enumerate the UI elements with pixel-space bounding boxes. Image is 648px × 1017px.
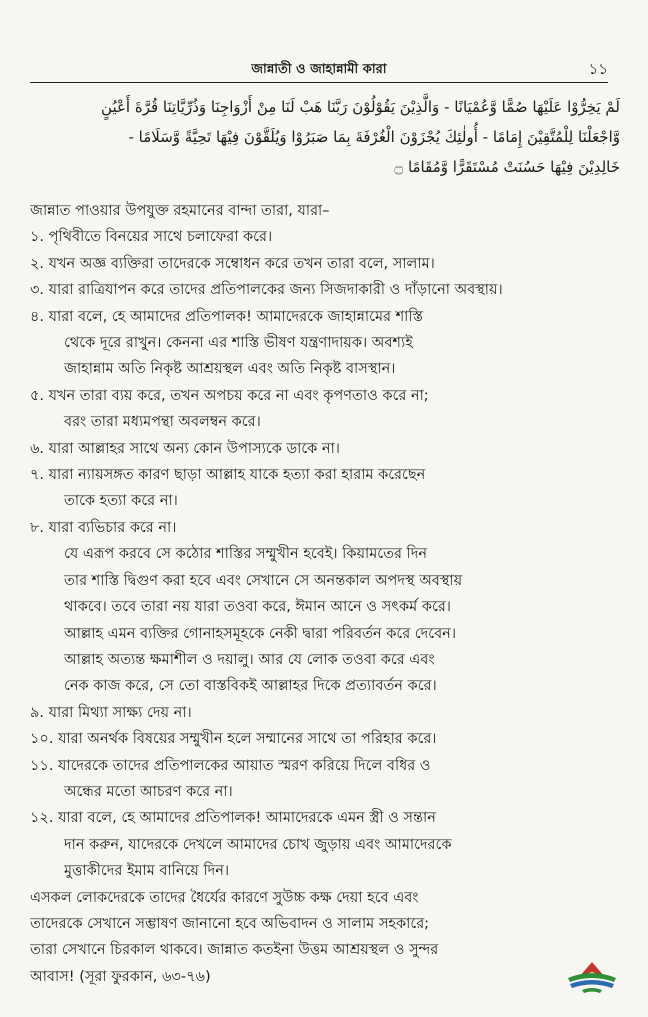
paragraph-line: থাকবে। তবে তারা নয় যারা তওবা করে, ঈমান আনে ও সৎকর্ম করে। bbox=[64, 599, 451, 616]
commentary-paragraph bbox=[30, 541, 620, 699]
item-number: ২. bbox=[30, 255, 45, 272]
paragraph-line: নেক কাজ করে, সে তো বাস্তবিকই আল্লাহর দিকে প্রত্যাবর্তন করে। bbox=[64, 678, 437, 695]
arabic-verses bbox=[28, 92, 620, 182]
list-item bbox=[30, 251, 620, 277]
item-number: ৪. bbox=[30, 308, 45, 325]
paragraph-line: আল্লাহ এমন ব্যক্তির গোনাহসমূহকে নেকী দ্বারা পরিবর্তন করে দেবেন। bbox=[64, 625, 457, 642]
item-text: যখন অজ্ঞ ব্যক্তিরা তাদেরকে সম্বোধন করে তখন তারা বলে, সালাম। bbox=[48, 255, 435, 272]
item-text: মুত্তাকীদের ইমাম বানিয়ে দিন। bbox=[64, 863, 230, 880]
item-text: অন্ধের মতো আচরণ করে না। bbox=[64, 783, 233, 800]
list-item bbox=[30, 753, 620, 806]
item-text: তাকে হত্যা করে না। bbox=[64, 493, 178, 510]
paragraph-line: যে এরূপ করবে সে কঠোর শাস্তির সম্মুখীন হবেই। কিয়ামতের দিন bbox=[64, 546, 427, 563]
paragraph-line: আবাস! (সূরা ফুরকান, ৬৩-৭৬) bbox=[30, 968, 211, 985]
list-item bbox=[30, 726, 620, 752]
paragraph-line: তারা সেখানে চিরকাল থাকবে। জান্নাত কতইনা উত্তম আশ্রয়স্থল ও সুন্দর bbox=[30, 942, 439, 959]
item-number: ১০. bbox=[30, 731, 54, 748]
item-text: যারা অনর্থক বিষয়ের সম্মুখীন হলে সম্মানের সাথে তা পরিহার করে। bbox=[58, 731, 437, 748]
list-item bbox=[30, 805, 620, 884]
arabic-line: لَمْ يَخِرُّوْا عَلَيْهَا صُمًّا وَّعُمْيَانًا - وَالَّذِيْنَ يَقُوْلُوْنَ رَبَّنَا هَبْ لَنَا مِنْ أَزْوَاجِنَا وَذُرِّيَّاتِنَا قُرَّةَ أَعْيُنٍ bbox=[101, 98, 620, 116]
chapter-title: জান্নাতী ও জাহান্নামী কারা bbox=[251, 62, 387, 77]
list-item bbox=[30, 436, 620, 462]
logo-base-band bbox=[582, 988, 602, 993]
list-item bbox=[30, 515, 620, 541]
paragraph-line: এসকল লোকদেরকে তাদের ধৈর্যের কারণে সুউচ্চ কক্ষ দেয়া হবে এবং bbox=[30, 889, 419, 906]
item-text: যারা ন্যায়সঙ্গত কারণ ছাড়া আল্লাহ যাকে হত্যা করা হারাম করেছেন bbox=[48, 467, 426, 484]
logo-blue-band bbox=[570, 980, 614, 988]
paragraph-line: তার শাস্তি দ্বিগুণ করা হবে এবং সেখানে সে অনন্তকাল অপদস্থ অবস্থায় bbox=[64, 572, 463, 589]
list-item bbox=[30, 277, 620, 303]
list-item bbox=[30, 304, 620, 383]
item-number: ১২. bbox=[30, 810, 54, 827]
intro-line: জান্নাত পাওয়ার উপযুক্ত রহমানের বান্দা তারা, যারা– bbox=[30, 203, 330, 219]
arabic-line: وَّاجْعَلْنَا لِلْمُتَّقِيْنَ إِمَامًا - أُولٰئِكَ يُجْزَوْنَ الْغُرْفَةَ بِمَا صَبَرُوْا وَيُلَقَّوْنَ فِيْهَا تَحِيَّةً وَّسَلَامًا - bbox=[128, 128, 620, 146]
item-number: ৭. bbox=[30, 467, 45, 484]
item-text: যারা মিথ্যা সাক্ষ্য দেয় না। bbox=[48, 704, 192, 721]
item-text: যারা বলে, হে আমাদের প্রতিপালক! আমাদেরকে জাহান্নামের শাস্তি bbox=[48, 308, 423, 325]
list-item bbox=[30, 462, 620, 515]
list-item bbox=[30, 224, 620, 250]
arabic-line: خَالِدِيْنَ فِيْهَا حَسُنَتْ مُسْتَقَرًّا وَّمُقَامًا ۝ bbox=[394, 158, 620, 176]
closing-paragraph bbox=[30, 885, 620, 991]
item-text: যারা বলে, হে আমাদের প্রতিপালক! আমাদেরকে এমন স্ত্রী ও সন্তান bbox=[58, 810, 436, 827]
item-text: যারা ব্যভিচার করে না। bbox=[48, 519, 177, 536]
item-number: ১১. bbox=[30, 757, 54, 774]
list-item bbox=[30, 700, 620, 726]
paragraph-line: তাদেরকে সেখানে সম্ভাষণ জানানো হবে অভিবাদন ও সালাম সহকারে; bbox=[30, 915, 430, 932]
item-number: ৮. bbox=[30, 519, 45, 536]
item-text: যারা আল্লাহর সাথে অন্য কোন উপাস্যকে ডাকে না। bbox=[48, 440, 340, 457]
item-number: ৯. bbox=[30, 704, 45, 721]
item-number: ৩. bbox=[30, 282, 45, 299]
publisher-logo-icon bbox=[560, 958, 624, 998]
page-header bbox=[30, 58, 608, 83]
item-number: ৬. bbox=[30, 440, 45, 457]
paragraph-line: আল্লাহ অত্যন্ত ক্ষমাশীল ও দয়ালু। আর যে লোক তওবা করে এবং bbox=[64, 651, 435, 668]
item-text: পৃথিবীতে বিনয়ের সাথে চলাফেরা করে। bbox=[48, 229, 273, 246]
item-text: যারা রাত্রিযাপন করে তাদের প্রতিপালকের জন্য সিজদাকারী ও দাঁড়ানো অবস্থায়। bbox=[48, 282, 503, 299]
item-text: যাদেরকে তাদের প্রতিপালকের আয়াত স্মরণ করিয়ে দিলে বধির ও bbox=[58, 757, 431, 774]
item-text: যখন তারা ব্যয় করে, তখন অপচয় করে না এবং কৃপণতাও করে না; bbox=[48, 387, 429, 404]
main-text bbox=[30, 198, 620, 990]
list-item bbox=[30, 383, 620, 436]
item-text: জাহান্নাম অতি নিকৃষ্ট আশ্রয়স্থল এবং অতি নিকৃষ্ট বাসস্থান। bbox=[64, 361, 396, 378]
item-text: থেকে দূরে রাখুন। কেননা এর শাস্তি ভীষণ যন্ত্রণাদায়ক। অবশ্যই bbox=[64, 335, 413, 352]
item-number: ৫. bbox=[30, 387, 45, 404]
item-text: বরং তারা মধ্যমপন্থা অবলম্বন করে। bbox=[64, 414, 261, 431]
item-number: ১. bbox=[30, 229, 45, 246]
page-number: ১১ bbox=[588, 60, 608, 78]
item-text: দান করুন, যাদেরকে দেখলে আমাদের চোখ জুড়ায় এবং আমাদেরকে bbox=[64, 836, 452, 853]
